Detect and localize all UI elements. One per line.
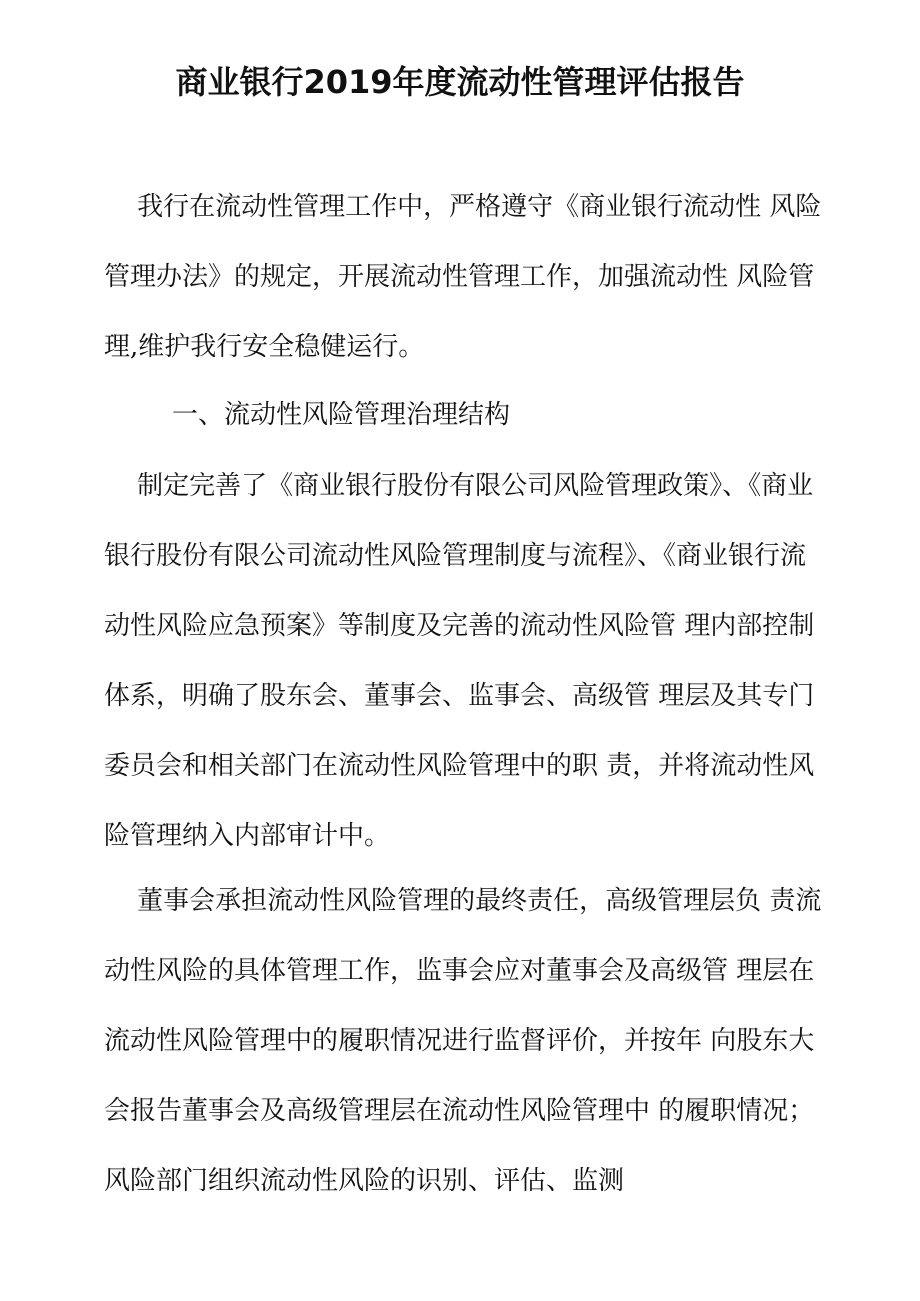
paragraph-intro: 我行在流动性管理工作中，严格遵守《商业银行流动性 风险管理办法》的规定，开展流动性管理工作，加强流动性 风险管理,维护我行安全稳健运行。 (104, 192, 822, 362)
section-heading-governance: 一、流动性风险管理治理结构 (172, 400, 511, 430)
document-title: 商业银行2019年度流动性管理评估报告 (175, 63, 745, 101)
paragraph-policies: 制定完善了《商业银行股份有限公司风险管理政策》、《商业银行股份有限公司流动性风险管理制度与流程》、《商业银行流动性风险应急预案》等制度及完善的流动性风险管 理内部控制体系，明确了股东会、董事会、监事会、高级管 理层及其专门委员会和相关部门在流动性风险管理中的职 责，并将流动性风险管理纳入内部审计中。 (104, 471, 815, 851)
paragraph-board-responsibility: 董事会承担流动性风险管理的最终责任，高级管理层负 责流动性风险的具体管理工作，监事会应对董事会及高级管 理层在流动性风险管理中的履职情况进行监督评价，并按年 向股东大会报告董事会及高级管理层在流动性风险管理中 的履职情况；风险部门组织流动性风险的识别、评估、监测 (104, 886, 822, 1196)
